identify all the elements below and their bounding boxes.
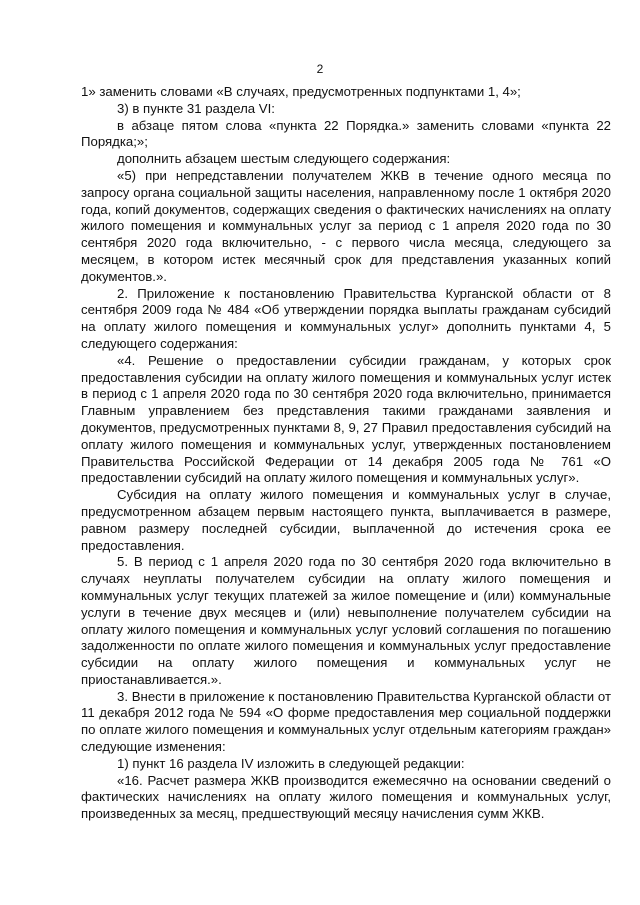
- paragraph-8: Субсидия на оплату жилого помещения и коммунальных услуг в случае, предусмотренном абзацем первым настоящего пункта, выплачивается в размере, равном размеру последней субсидии, выплаченной до истечения срока ее предоставления.: [81, 487, 611, 553]
- paragraph-5: «5) при непредставлении получателем ЖКВ в течение одного месяца по запросу органа социальной защиты населения, направленному после 1 октября 2020 года, копий документов, содержащих сведения о фактических начислениях на оплату жилого помещения и коммунальных услуг за период с 1 апреля 2020 года по 30 сентября 2020 года включительно, - с первого числа месяца, следующего за месяцем, в котором истек месячный срок для представления указанных копий документов.».: [81, 167, 611, 284]
- paragraph-12: «16. Расчет размера ЖКВ производится ежемесячно на основании сведений о фактических начислениях на оплату жилого помещения и коммунальных услуг, произведенных за месяц, предшествующий месяцу начисления сумм ЖКВ.: [81, 772, 611, 822]
- paragraph-7: «4. Решение о предоставлении субсидии гражданам, у которых срок предоставления субсидии на оплату жилого помещения и коммунальных услуг истек в период с 1 апреля 2020 года по 30 сентября 2020 года включительно, принимается Главным управлением без представления такими гражданами заявления и документов, предусмотренных пунктами 8, 9, 27 Правил предоставления субсидий на оплату жилого помещения и коммунальных услуг, утвержденных постановлением Правительства Российской Федерации от 14 декабря 2005 года № 761 «О предоставлении субсидий на оплату жилого помещения и коммунальных услуг».: [81, 352, 611, 486]
- paragraph-2: 3) в пункте 31 раздела VI:: [117, 100, 275, 116]
- paragraph-9: 5. В период с 1 апреля 2020 года по 30 сентября 2020 года включительно в случаях неуплаты получателем субсидии на оплату жилого помещения и коммунальных услуг текущих платежей за жилое помещение и (или) коммунальные услуги в течение двух месяцев и (или) невыполнение получателем субсидии на оплату жилого помещения и коммунальных услуг условий соглашения по погашению задолженности по оплате жилого помещения и коммунальных услуг предоставление субсидии на оплату жилого помещения и коммунальных услуг не приостанавливается.».: [81, 554, 611, 687]
- document-body: [81, 84, 611, 823]
- paragraph-11: 1) пункт 16 раздела IV изложить в следующей редакции:: [117, 755, 465, 771]
- paragraph-4: дополнить абзацем шестым следующего содержания:: [117, 151, 451, 167]
- paragraph-3: в абзаце пятом слова «пункта 22 Порядка.» заменить словами «пункта 22 Порядка;»;: [81, 117, 611, 150]
- paragraph-10: 3. Внести в приложение к постановлению Правительства Курганской области от 11 декабря 2012 года № 594 «О форме предоставления мер социальной поддержки по оплате жилого помещения и коммунальных услуг отдельным категориям граждан» следующие изменения:: [81, 688, 611, 755]
- paragraph-1: 1» заменить словами «В случаях, предусмотренных подпунктами 1, 4»;: [81, 84, 521, 99]
- page-number: 2: [316, 62, 324, 76]
- paragraph-6: 2. Приложение к постановлению Правительства Курганской области от 8 сентября 2009 года № 484 «Об утверждении порядка выплаты гражданам субсидий на оплату жилого помещения и коммунальных услуг» дополнить пунктами 4, 5 следующего содержания:: [81, 285, 611, 351]
